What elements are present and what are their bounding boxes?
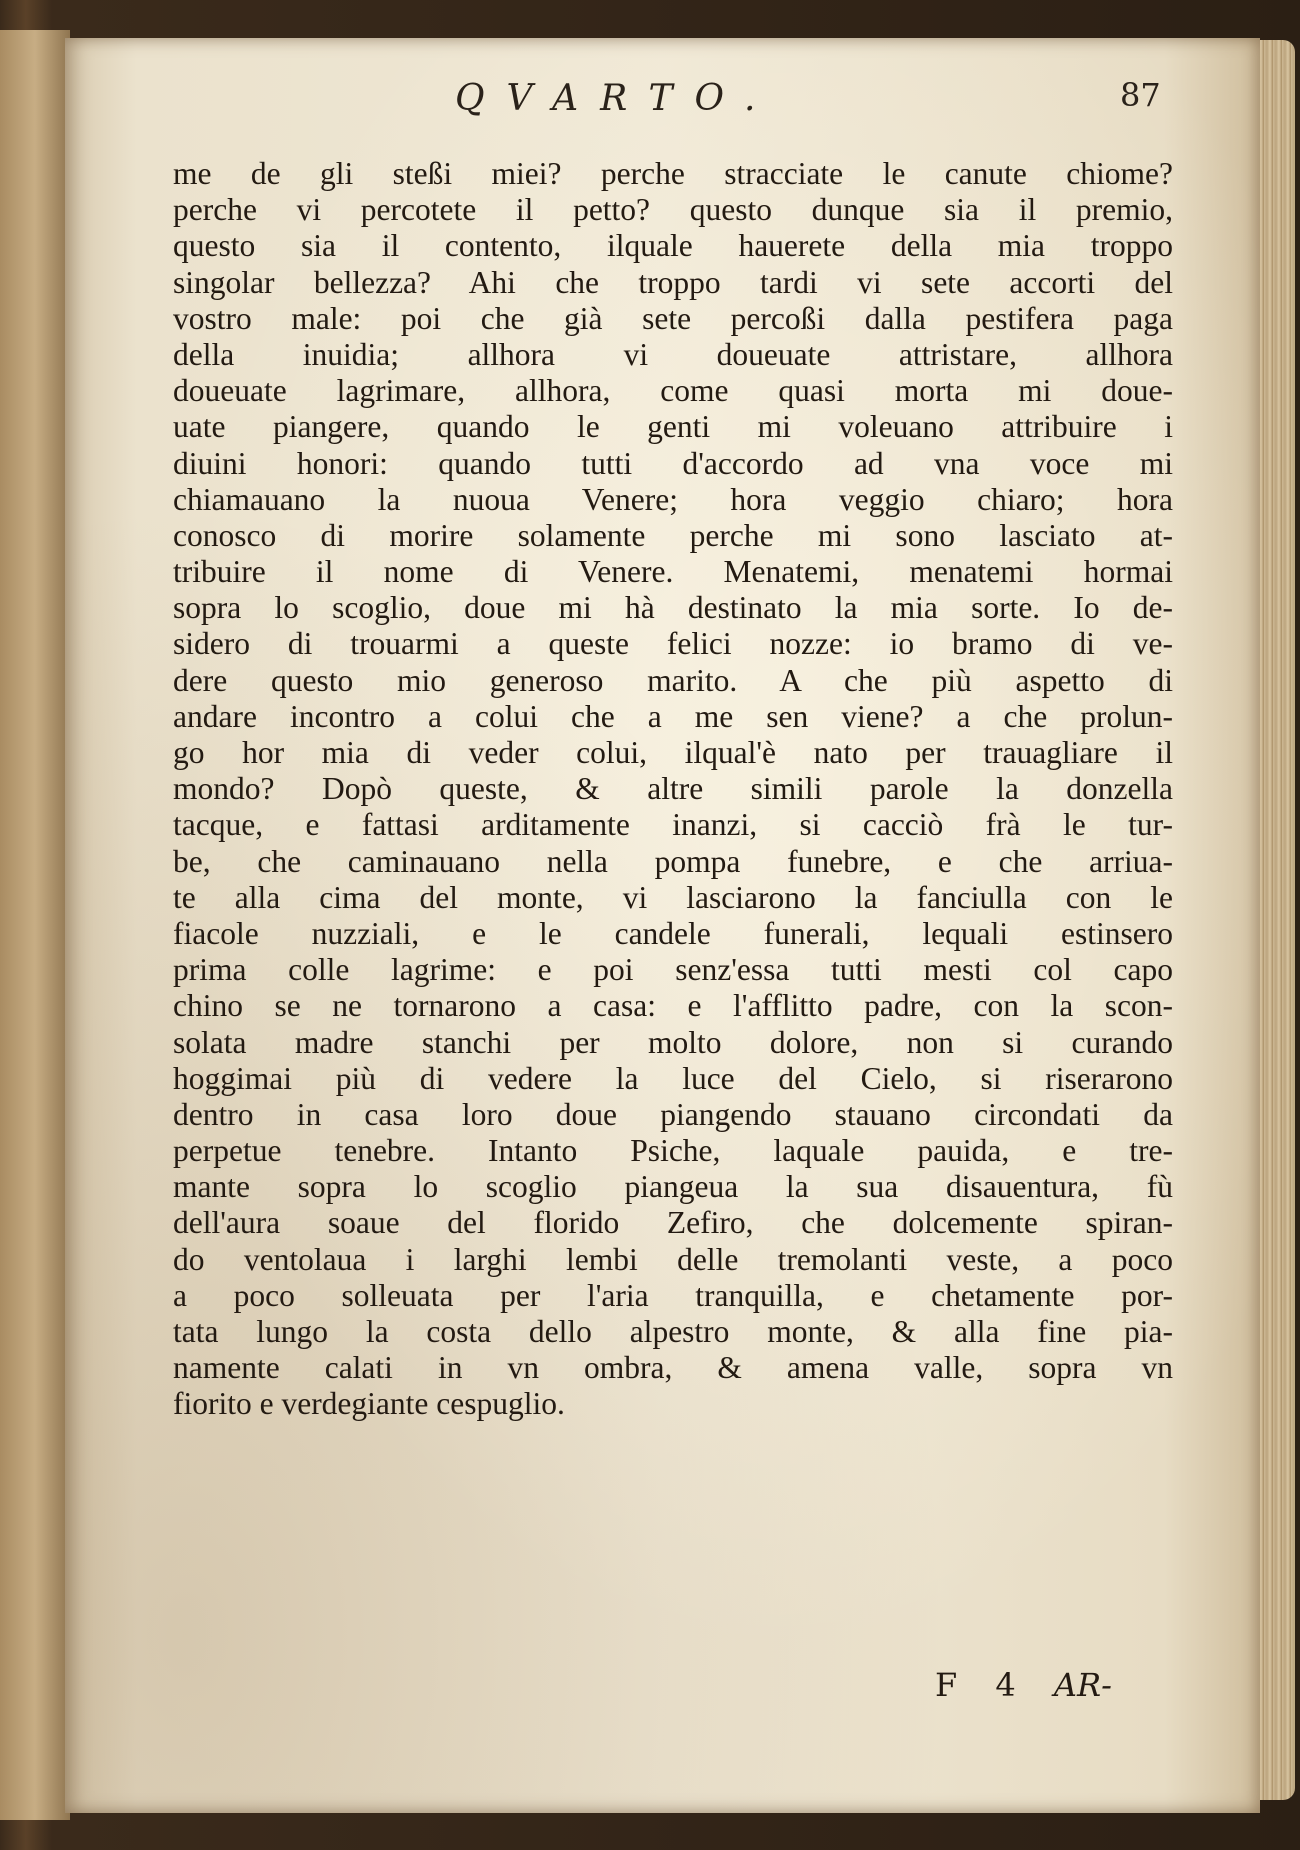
running-title: QVARTO.	[455, 78, 778, 119]
page-block-edge	[1255, 40, 1295, 1800]
text-line: questo sia il contento, ilquale hauerete della mia troppo	[173, 228, 1173, 264]
signature-mark	[935, 1666, 1112, 1704]
text-line: te alla cima del monte, vi lasciarono la fanciulla con le	[173, 879, 1173, 915]
text-line: singolar bellezza? Ahi che troppo tardi vi sete accorti del	[173, 264, 1173, 300]
text-line: fiacole nuzziali, e le candele funerali, lequali estinsero	[173, 915, 1173, 951]
text-line: tata lungo la costa dello alpestro monte, & alla fine pia-	[173, 1314, 1173, 1349]
text-line: diuini honori: quando tutti d'accordo ad vna voce mi	[173, 445, 1173, 481]
facing-page-edge	[0, 30, 70, 1820]
text-line: perpetue tenebre. Intanto Psiche, laquale pauida, e tre-	[173, 1133, 1173, 1169]
text-line: chino se ne tornarono a casa: e l'afflitto padre, con la scon-	[173, 988, 1173, 1024]
text-line: fiorito e verdegiante cespuglio.	[173, 1386, 565, 1422]
text-line: della inuidia; allhora vi doueuate attristare, allhora	[173, 336, 1173, 372]
text-line: a poco solleuata per l'aria tranquilla, e chetamente por-	[173, 1277, 1173, 1313]
text-line: tribuire il nome di Venere. Menatemi, menatemi hormai	[173, 554, 1173, 590]
text-line: tacque, e fattasi arditamente inanzi, si cacciò frà le tur-	[173, 807, 1173, 843]
text-line: uate piangere, quando le genti mi voleuano attribuire i	[173, 409, 1173, 445]
text-line: do ventolaua i larghi lembi delle tremolanti veste, a poco	[173, 1241, 1173, 1277]
text-line: me de gli steßi miei? perche stracciate le canute chiome?	[173, 156, 1173, 191]
text-line: dentro in casa loro doue piangendo stauano circondati da	[173, 1096, 1173, 1132]
text-line: dell'aura soaue del florido Zefiro, che dolcemente spiran-	[173, 1205, 1173, 1241]
text-line: go hor mia di veder colui, ilqual'è nato per trauagliare il	[173, 735, 1173, 770]
catchword: AR-	[1053, 1666, 1112, 1704]
book-page	[65, 38, 1260, 1813]
body-text	[173, 156, 1173, 1423]
text-line: be, che caminauano nella pompa funebre, e che arriua-	[173, 843, 1173, 879]
text-line: solata madre stanchi per molto dolore, non si curando	[173, 1024, 1173, 1060]
text-line: sopra lo scoglio, doue mi hà destinato la mia sorte. Io de-	[173, 590, 1173, 626]
text-line: namente calati in vn ombra, & amena valle, sopra vn	[173, 1350, 1173, 1386]
text-line: prima colle lagrime: e poi senz'essa tutti mesti col capo	[173, 952, 1173, 988]
text-line: mondo? Dopò queste, & altre simili parole la donzella	[173, 771, 1173, 807]
text-line: chiamauano la nuoua Venere; hora veggio chiaro; hora	[173, 481, 1173, 517]
text-line: vostro male: poi che già sete percoßi dalla pestifera paga	[173, 300, 1173, 336]
text-line: hoggimai più di vedere la luce del Cielo, si riserarono	[173, 1060, 1173, 1096]
text-line: perche vi percotete il petto? questo dunque sia il premio,	[173, 192, 1173, 228]
page-number: 87	[1120, 76, 1161, 114]
signature-number: F 4	[935, 1666, 1016, 1704]
text-line: doueuate lagrimare, allhora, come quasi morta mi doue-	[173, 373, 1173, 409]
text-line: conosco di morire solamente perche mi sono lasciato at-	[173, 517, 1173, 553]
text-line: mante sopra lo scoglio piangeua la sua disauentura, fù	[173, 1169, 1173, 1205]
text-line: dere questo mio generoso marito. A che più aspetto di	[173, 662, 1173, 698]
text-line: andare incontro a colui che a me sen viene? a che prolun-	[173, 698, 1173, 734]
text-line: sidero di trouarmi a queste felici nozze: io bramo di ve-	[173, 626, 1173, 662]
